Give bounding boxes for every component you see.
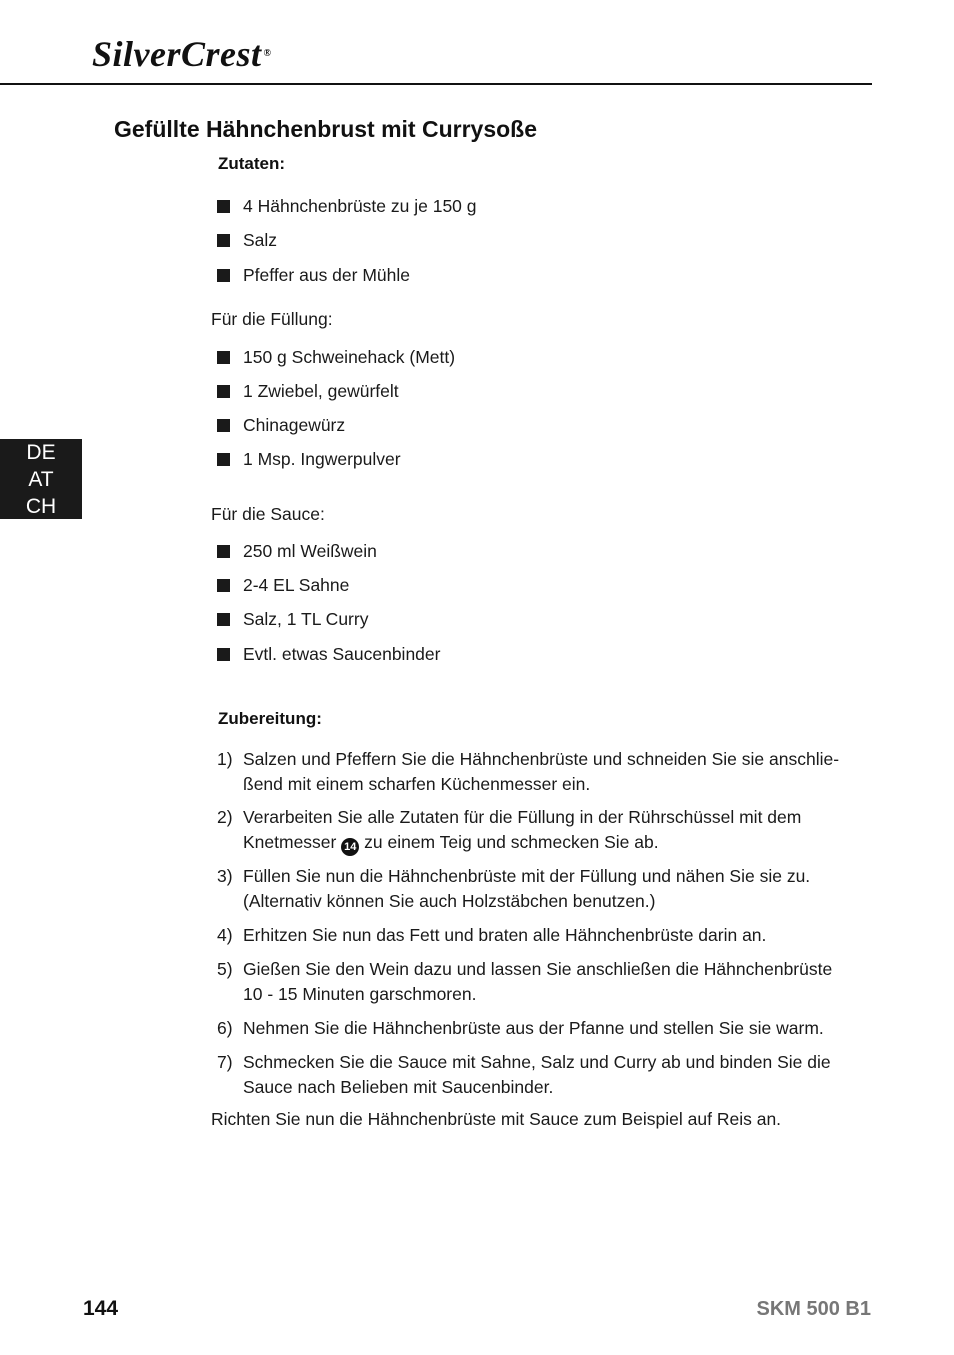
preparation-step [217,805,857,856]
step-number: 6) [217,1018,233,1038]
step-number: 4) [217,925,233,945]
preparation-step [217,1050,857,1100]
step-text: Füllen Sie nun die Hähnchenbrüste mit der Füllung und nähen Sie sie zu. (Alternativ können Sie auch Holzstäbchen benutzen.) [243,866,811,911]
filling-item: 1 Msp. Ingwerpulver [217,447,401,471]
preparation-step [217,864,857,914]
page-number: 144 [83,1297,119,1320]
step-number: 3) [217,866,233,886]
sauce-item: 2-4 EL Sahne [217,573,349,597]
ingredient-item: 4 Hähnchenbrüste zu je 150 g [217,194,477,218]
step-text: Schmecken Sie die Sauce mit Sahne, Salz und Curry ab und binden Sie die Sauce nach Belieben mit Saucenbinder. [243,1052,831,1097]
filling-item: Chinagewürz [217,413,345,437]
bullet-square-icon [217,579,230,592]
sauce-item: 250 ml Weißwein [217,539,377,563]
language-code-ch: CH [25,495,57,518]
bullet-square-icon [217,545,230,558]
preparation-step [217,1016,857,1041]
preparation-step [217,957,857,1007]
language-code-de: DE [26,441,56,464]
filling-item: 150 g Schweinehack (Mett) [217,345,455,369]
closing-text: Richten Sie nun die Hähnchenbrüste mit Sauce zum Beispiel auf Reis an. [211,1109,782,1129]
bullet-square-icon [217,419,230,432]
bullet-square-icon [217,385,230,398]
step-text: Gießen Sie den Wein dazu und lassen Sie anschließen die Hähnchenbrüste 10 - 15 Minuten garschmoren. [243,959,833,1004]
bullet-square-icon [217,269,230,282]
bullet-square-icon [217,453,230,466]
step-text: Erhitzen Sie nun das Fett und braten alle Hähnchenbrüste darin an. [243,925,767,945]
filling-item: 1 Zwiebel, gewürfelt [217,379,399,403]
ingredient-item: Pfeffer aus der Mühle [217,263,410,287]
bullet-square-icon [217,200,230,213]
step-number: 2) [217,807,233,827]
filling-label: Für die Füllung: [211,309,333,329]
bullet-square-icon [217,234,230,247]
registered-mark: ® [263,48,272,59]
sauce-item: Evtl. etwas Saucenbinder [217,642,440,666]
bullet-square-icon [217,351,230,364]
step-number: 1) [217,749,233,769]
preparation-step [217,747,857,797]
ingredient-item: Salz [217,228,277,252]
step-number: 7) [217,1052,233,1072]
page-title: Gefüllte Hähnchenbrust mit Currysoße [114,116,538,142]
step-number: 5) [217,959,233,979]
ingredients-heading: Zutaten: [218,154,286,173]
brand-logo: SilverCrest ® [92,34,272,74]
preparation-heading: Zubereitung: [218,709,322,728]
step-text: Verarbeiten Sie alle Zutaten für die Füllung in der Rührschüssel mit dem Knetmesser 14 zu einem Teig und schmecken Sie ab. [243,805,857,856]
bullet-square-icon [217,648,230,661]
model-number: SKM 500 B1 [756,1298,871,1320]
language-tab [0,439,82,519]
step-text: Nehmen Sie die Hähnchenbrüste aus der Pfanne und stellen Sie sie warm. [243,1018,824,1038]
language-code-at: AT [28,468,54,491]
header-rule [0,83,872,85]
step-text: Salzen und Pfeffern Sie die Hähnchenbrüste und schneiden Sie sie anschlie- ßend mit einem scharfen Küchenmesser ein. [243,749,840,794]
preparation-step [217,923,857,948]
sauce-item: Salz, 1 TL Curry [217,607,368,631]
part-number-badge: 14 [341,838,359,856]
bullet-square-icon [217,613,230,626]
sauce-label: Für die Sauce: [211,504,325,524]
